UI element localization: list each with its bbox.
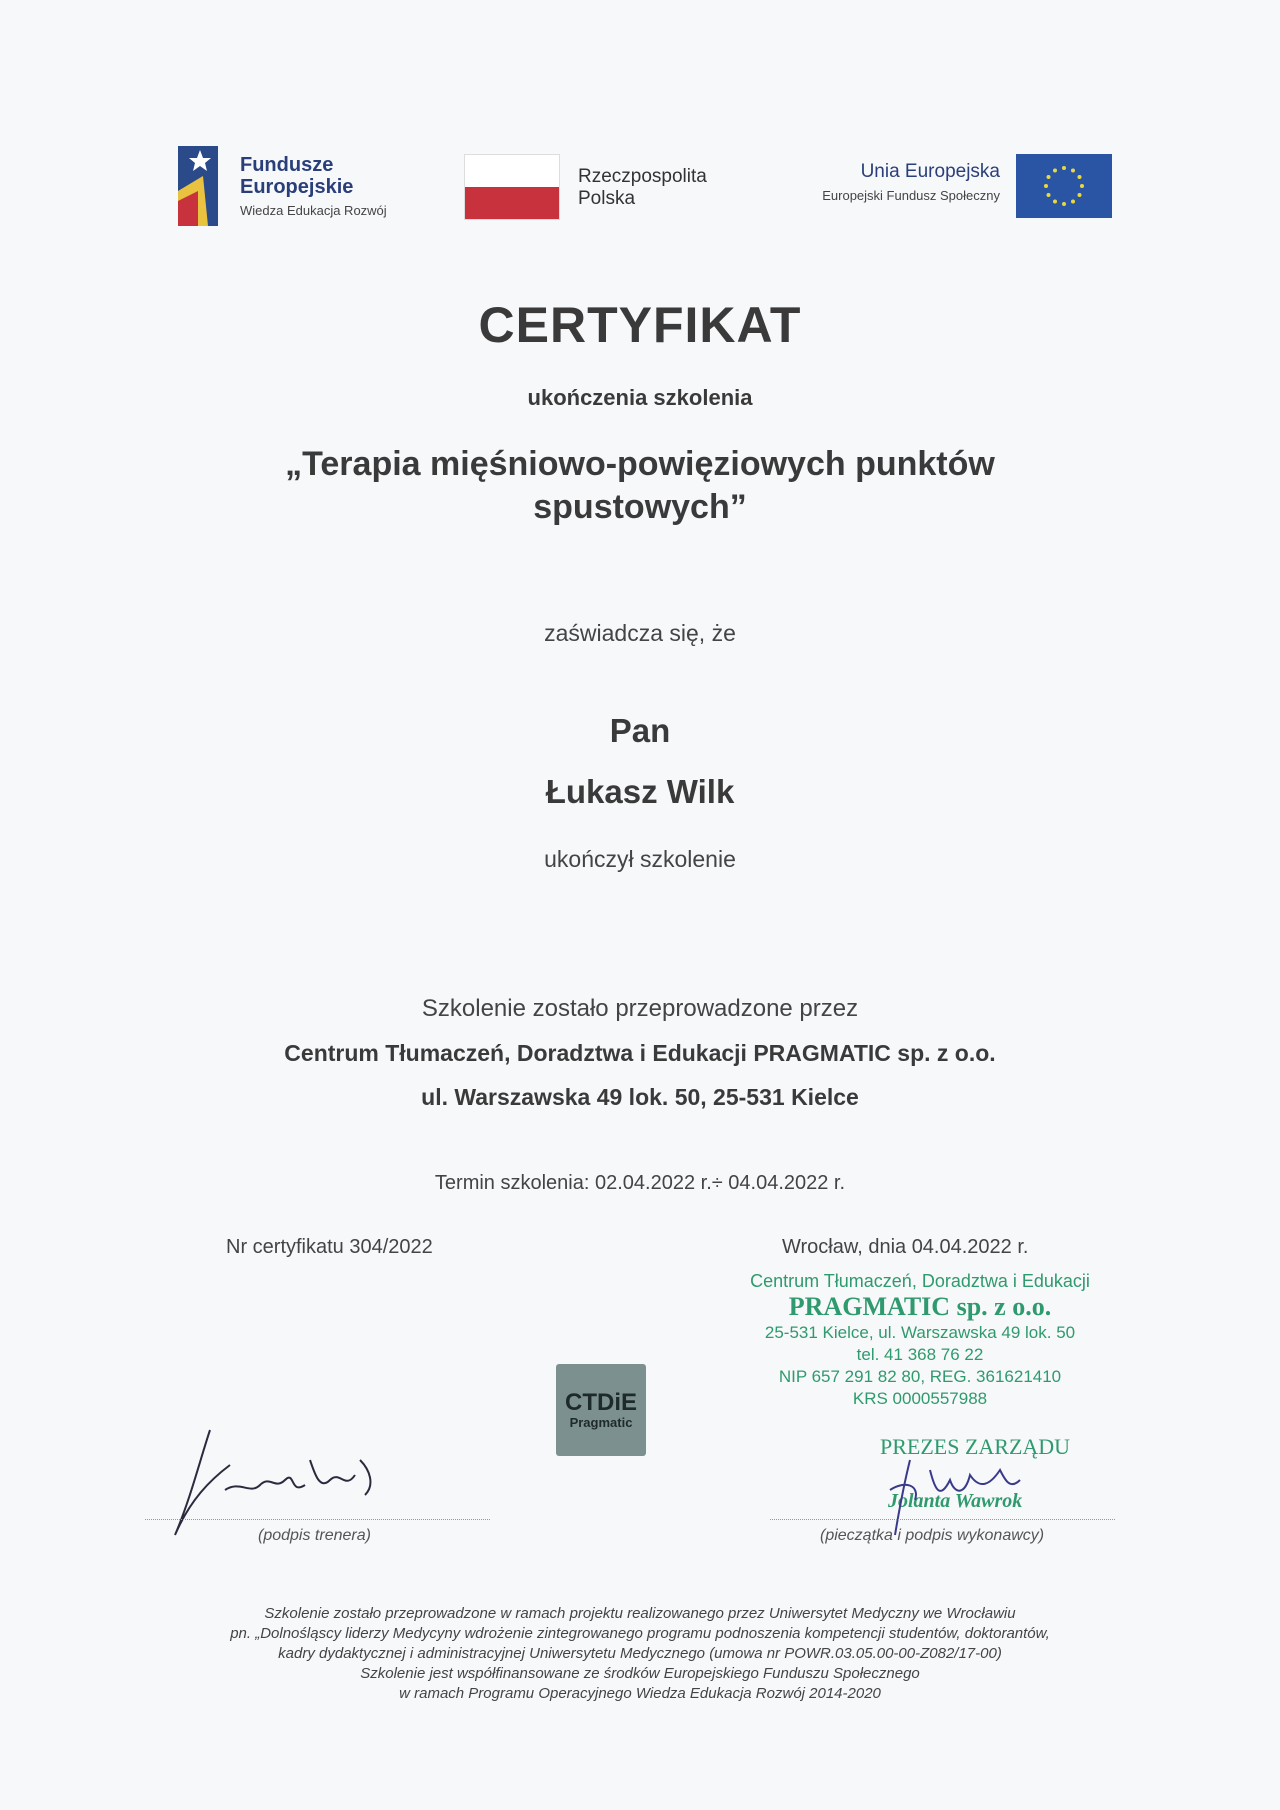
contractor-signature-caption: (pieczątka i podpis wykonawcy): [820, 1527, 1045, 1544]
fe-logo-title: Fundusze Europejskie: [240, 154, 354, 198]
board-member-name: Jolanta Wawrok: [888, 1490, 1023, 1512]
board-title: PREZES ZARZĄDU: [880, 1434, 1071, 1459]
recipient-name: Łukasz Wilk: [545, 773, 735, 810]
ctdie-badge: [556, 1364, 646, 1456]
contractor-signature-line: [770, 1519, 1115, 1520]
conducted-by-text: Szkolenie zostało przeprowadzone przez: [421, 995, 859, 1022]
eu-logo-title: Unia Europejska: [860, 161, 1000, 182]
stamp-line2: PRAGMATIC sp. z o.o.: [788, 1292, 1052, 1321]
footer-line4: Szkolenie jest współfinansowane ze środków Europejskiego Funduszu Społecznego: [360, 1665, 920, 1682]
training-term: Termin szkolenia: 02.04.2022 r.÷ 04.04.2022 r.: [434, 1172, 846, 1194]
certificate-title: CERTYFIKAT: [478, 297, 802, 353]
company-stamp: [730, 1270, 1110, 1410]
stamp-line6: KRS 0000557988: [852, 1389, 988, 1408]
stamp-line3: 25-531 Kielce, ul. Warszawska 49 lok. 50: [764, 1323, 1076, 1342]
fe-logo-tagline: Wiedza Edukacja Rozwój: [240, 203, 387, 218]
place-date: Wrocław, dnia 04.04.2022 r.: [782, 1236, 1029, 1258]
footer-line2: pn. „Dolnośląscy liderzy Medycyny wdrożenie zintegrowanego programu podnoszenia kompetencji studentów, doktorantów,: [230, 1625, 1050, 1642]
eu-logo-subtitle: Europejski Fundusz Społeczny: [822, 188, 1000, 203]
trainer-signature-caption: (podpis trenera): [258, 1527, 371, 1544]
organization-address: ul. Warszawska 49 lok. 50, 25-531 Kielce: [421, 1084, 859, 1110]
footer-line5: w ramach Programu Operacyjnego Wiedza Edukacja Rozwój 2014-2020: [399, 1685, 881, 1702]
footer-line1: Szkolenie zostało przeprowadzone w ramach projektu realizowanego przez Uniwersytet Medyczny we Wrocławiu: [264, 1605, 1016, 1622]
footer-line3: kadry dydaktycznej i administracyjnej Uniwersytetu Medycznego (umowa nr POWR.03.05.00-00-Z082/17-00): [278, 1645, 1002, 1662]
attest-text: zaświadcza się, że: [544, 620, 736, 646]
stamp-line1: Centrum Tłumaczeń, Doradztwa i Edukacji: [750, 1271, 1090, 1291]
organization-name: Centrum Tłumaczeń, Doradztwa i Edukacji PRAGMATIC sp. z o.o.: [284, 1040, 996, 1066]
completed-text: ukończył szkolenie: [544, 846, 736, 872]
eu-flag-icon: [1016, 154, 1112, 218]
trainer-signature-line: [145, 1519, 490, 1520]
badge-line1: CTDiE: [565, 1388, 637, 1416]
rzeczpospolita-logo-text: Rzeczpospolita Polska: [578, 166, 707, 209]
certificate-number: Nr certyfikatu 304/2022: [226, 1236, 433, 1258]
stamp-line4: tel. 41 368 76 22: [856, 1345, 984, 1364]
certificate-subtitle: ukończenia szkolenia: [527, 385, 753, 410]
fundusze-europejskie-logo-icon: [178, 146, 218, 226]
polish-flag-icon: [464, 154, 560, 220]
course-title-line1: „Terapia mięśniowo-powięziowych punktów: [285, 445, 995, 483]
course-title-line2: spustowych”: [533, 488, 747, 526]
badge-line2: Pragmatic: [569, 1414, 633, 1430]
salutation: Pan: [609, 712, 671, 749]
trainer-signature-icon: [170, 1420, 410, 1540]
stamp-line5: NIP 657 291 82 80, REG. 361621410: [778, 1367, 1062, 1386]
